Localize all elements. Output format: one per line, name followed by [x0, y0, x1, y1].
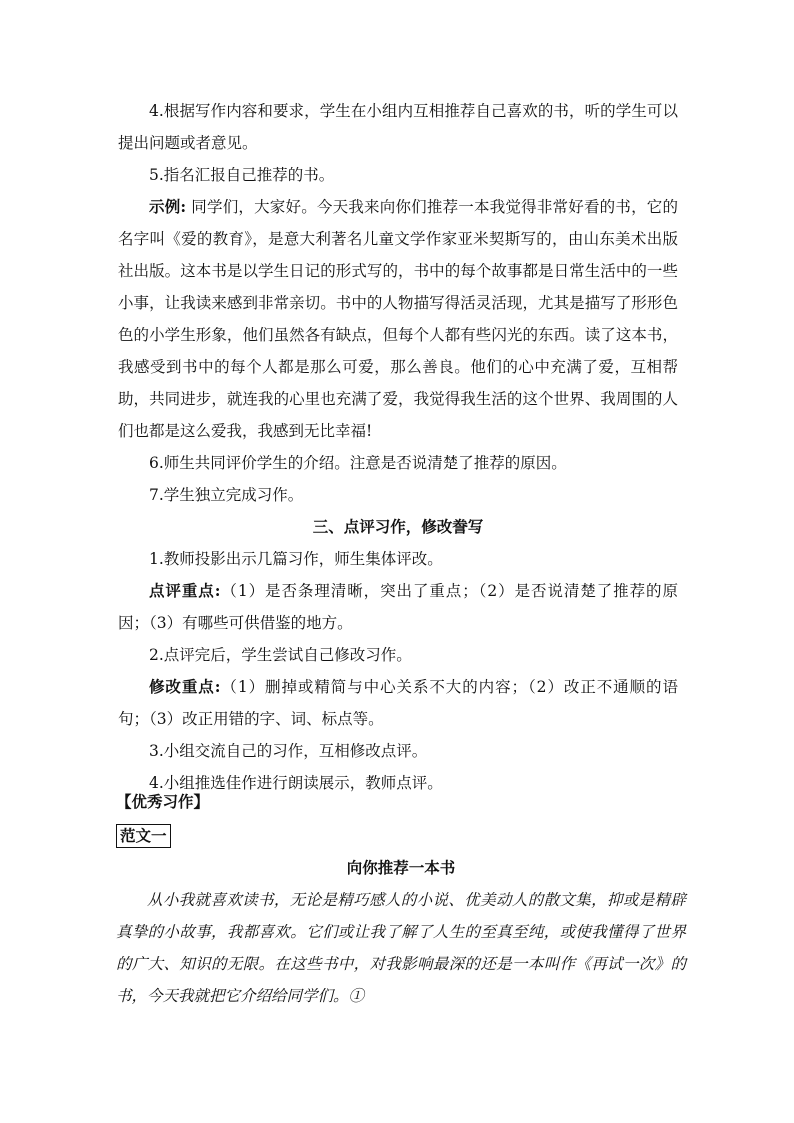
excellent-essays-label: 【优秀习作】 — [116, 792, 210, 811]
revise-focus-lead: 修改重点: — [149, 677, 221, 696]
example-paragraph — [118, 191, 678, 447]
revise-focus-text: （1）删掉或精简与中心关系不大的内容；（2）改正不通顺的语句；（3）改正用错的字、词、标点等。 — [118, 678, 678, 728]
comment-focus-text: （1）是否条理清晰，突出了重点；（2）是否说清楚了推荐的原因；（3）有哪些可供借鉴的地方。 — [118, 582, 678, 632]
essay-paragraph: 从小我就喜欢读书，无论是精巧感人的小说、优美动人的散文集，抑或是精辟真挚的小故事，我都喜欢。它们或让我了解了人生的至真至纯，或使我懂得了世界的广大、知识的无限。在这些书中，对我影响最深的还是一本叫作《再试一次》的书，今天我就把它介绍给同学们。① — [116, 891, 686, 1005]
essay-title: 向你推荐一本书 — [346, 858, 456, 877]
step-5: 5.指名汇报自己推荐的书。 — [149, 166, 335, 184]
document-body — [118, 95, 678, 799]
comment-focus-lead: 点评重点: — [149, 581, 221, 600]
step-7: 7.学生独立完成习作。 — [149, 486, 304, 504]
model-essay-label: 范文一 — [116, 824, 171, 848]
section-3-step-1: 1.教师投影出示几篇习作，师生集体评改。 — [149, 550, 443, 568]
section-3-heading: 三、点评习作，修改誊写 — [312, 517, 484, 536]
revise-focus-paragraph — [118, 671, 678, 735]
step-6: 6.师生共同评价学生的介绍。注意是否说清楚了推荐的原因。 — [149, 454, 567, 472]
example-text: 同学们，大家好。今天我来向你们推荐一本我觉得非常好看的书，它的名字叫《爱的教育》，是意大利著名儿童文学作家亚米契斯写的，由山东美术出版社出版。这本书是以学生日记的形式写的，书中的每个故事都是日常生活中的一些小事，让我读来感到非常亲切。书中的人物描写得活灵活现，尤其是描写了形形色色的小学生形象，他们虽然各有缺点，但每个人都有些闪光的东西。读了这本书，我感受到书中的每个人都是那么可爱，那么善良。他们的心中充满了爱，互相帮助，共同进步，就连我的心里也充满了爱，我觉得我生活的这个世界、我周围的人们也都是这么爱我，我感到无比幸福! — [118, 198, 678, 440]
step-4: 4.根据写作内容和要求，学生在小组内互相推荐自己喜欢的书，听的学生可以提出问题或者意见。 — [118, 102, 678, 152]
excellent-essay-block — [116, 786, 686, 1012]
example-lead: 示例: — [149, 197, 187, 216]
section-3-step-2: 2.点评完后，学生尝试自己修改习作。 — [149, 646, 412, 664]
section-3-step-3: 3.小组交流自己的习作，互相修改点评。 — [149, 742, 428, 760]
section-3-step-4: 4.小组推选佳作进行朗读展示，教师点评。 — [149, 774, 443, 792]
comment-focus-paragraph — [118, 575, 678, 639]
